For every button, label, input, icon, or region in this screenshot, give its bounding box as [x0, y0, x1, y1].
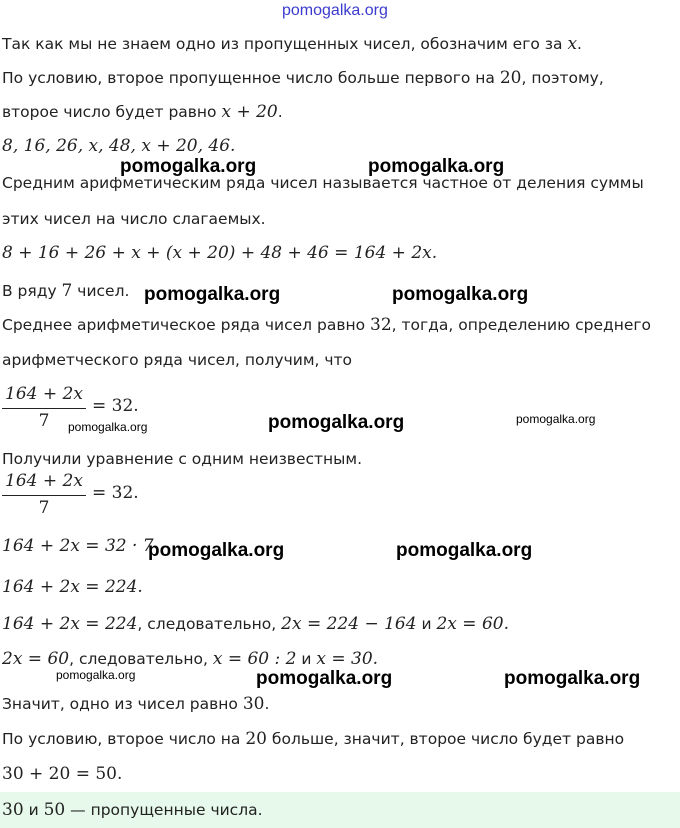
text: .	[577, 35, 582, 53]
math-number: 30	[2, 800, 24, 820]
text-line-17	[2, 729, 624, 749]
math-sum: 8 + 16 + 26 + x + (x + 20) + 48 + 46 = 164 + 2x.	[2, 243, 438, 263]
fraction-numerator: 164 + 2x	[5, 471, 83, 491]
watermark: pomogalka.org	[368, 156, 505, 177]
math-expr: 2x = 224 − 164	[281, 614, 417, 634]
math-expr: x + 20	[221, 102, 278, 122]
watermark: pomogalka.org	[256, 668, 393, 689]
fraction-rhs: = 32.	[92, 396, 139, 416]
text: Среднее арифметическое ряда чисел равно	[2, 316, 371, 334]
text: По условию, второе пропущенное число больше первого на	[2, 69, 500, 87]
fraction-numerator: 164 + 2x	[5, 384, 83, 404]
watermark: pomogalka.org	[268, 412, 405, 433]
text-line-16	[2, 694, 269, 714]
math-number: 7	[61, 281, 73, 301]
text-line-11: Получили уравнение с одним неизвестным.	[2, 450, 363, 468]
text-line-8	[2, 281, 129, 301]
fraction-bar	[2, 408, 86, 409]
math-expr: 2x = 60.	[436, 614, 509, 634]
text: и	[416, 615, 437, 633]
text: и	[23, 801, 44, 819]
text: Значит, одно из чисел равно	[2, 695, 243, 713]
watermark: pomogalka.org	[516, 412, 596, 426]
text: больше, значит, второе число будет равно	[266, 730, 625, 748]
math-number: 20	[245, 729, 267, 749]
text: , тогда, определению среднего	[391, 316, 652, 334]
site-link[interactable]: pomogalka.org	[282, 2, 388, 19]
watermark: pomogalka.org	[120, 156, 257, 177]
watermark: pomogalka.org	[68, 420, 148, 434]
watermark: pomogalka.org	[144, 284, 281, 305]
math-equation-3: 30 + 20 = 50.	[2, 764, 123, 784]
text: Так как мы не знаем одно из пропущенных чисел, обозначим его за	[2, 35, 568, 53]
math-expr: 2x = 60	[2, 649, 70, 669]
text-line-2	[2, 68, 604, 88]
fraction-bar	[2, 495, 86, 496]
text: и	[296, 650, 317, 668]
math-expr: x = 30.	[316, 649, 379, 669]
fraction-denominator: 7	[38, 411, 50, 431]
answer-box	[0, 792, 680, 828]
text-line-5: Средним арифметическим ряда чисел называется частное от деления суммы	[2, 174, 644, 192]
text-line-6: этих чисел на число слагаемых.	[2, 210, 266, 228]
math-number: 32	[370, 315, 392, 335]
watermark: pomogalka.org	[148, 540, 285, 561]
math-number: 50	[43, 800, 66, 820]
fraction-denominator: 7	[38, 498, 50, 518]
math-expr: x = 60 : 2	[212, 649, 297, 669]
text: — пропущенные числа.	[65, 801, 263, 819]
text: По условию, второе число на	[2, 730, 246, 748]
text: .	[264, 695, 270, 713]
math-equation-1: 164 + 2x = 32 · 7	[2, 536, 154, 556]
math-number: 20	[499, 68, 522, 88]
text: второе число будет равно	[2, 103, 222, 121]
text: , поэтому,	[521, 69, 604, 87]
math-number: 30	[242, 694, 265, 714]
watermark: pomogalka.org	[396, 540, 533, 561]
watermark: pomogalka.org	[56, 668, 136, 682]
text-line-15	[2, 649, 378, 669]
text: , следовательно,	[137, 615, 282, 633]
watermark: pomogalka.org	[392, 284, 529, 305]
answer-text	[2, 800, 263, 820]
text: , следовательно,	[69, 650, 213, 668]
watermark: pomogalka.org	[504, 668, 641, 689]
text-line-9	[2, 315, 651, 335]
math-sequence: 8, 16, 26, x, 48, x + 20, 46.	[2, 136, 236, 156]
text-line-1	[2, 34, 582, 54]
math-expr: 164 + 2x = 224	[2, 614, 138, 634]
text-line-3	[2, 102, 283, 122]
text: .	[277, 103, 283, 121]
text: чисел.	[72, 282, 130, 300]
math-x: x	[567, 34, 578, 54]
text-line-10: арифметческого ряда чисел, получим, что	[2, 351, 353, 369]
fraction-rhs: = 32.	[92, 483, 139, 503]
text: В ряду	[2, 282, 62, 300]
math-equation-2: 164 + 2x = 224.	[2, 577, 143, 597]
text-line-14	[2, 614, 509, 634]
